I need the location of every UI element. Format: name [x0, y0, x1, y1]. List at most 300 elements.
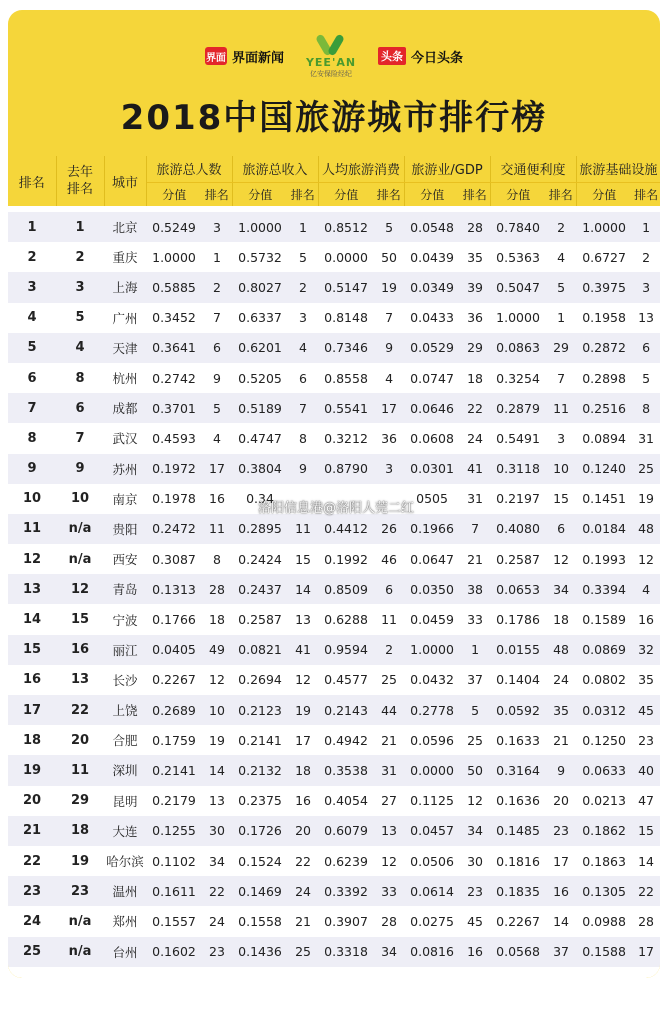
sub-rank-cell: 5	[374, 212, 404, 242]
rank-cell: 1	[8, 212, 56, 242]
score-cell: 0.5249	[146, 212, 202, 242]
city-cell: 长沙	[104, 665, 146, 695]
score-cell: 0.1978	[146, 484, 202, 514]
sub-rank-cell: 18	[288, 755, 318, 785]
score-cell: 0.2141	[232, 725, 288, 755]
score-cell: 0.0548	[404, 212, 460, 242]
score-cell: 0.2895	[232, 514, 288, 544]
score-cell: 0.1992	[318, 544, 374, 574]
score-cell: 0.1966	[404, 514, 460, 544]
last-year-rank-cell: 5	[56, 303, 104, 333]
sub-rank-cell: 25	[460, 725, 490, 755]
table-row	[8, 212, 660, 242]
score-cell: 0.1305	[576, 876, 632, 906]
sub-rank-cell: 22	[460, 393, 490, 423]
rank-cell: 10	[8, 484, 56, 514]
score-cell: 0.1558	[232, 906, 288, 936]
score-cell: 0.1766	[146, 604, 202, 634]
sub-rank-cell: 47	[632, 786, 660, 816]
sub-rank-cell: 5	[546, 272, 576, 302]
city-cell: 西安	[104, 544, 146, 574]
sub-rank-cell: 10	[202, 695, 232, 725]
rank-cell: 23	[8, 876, 56, 906]
city-cell: 台州	[104, 937, 146, 967]
city-cell: 昆明	[104, 786, 146, 816]
sub-rank-cell: 9	[374, 333, 404, 363]
sub-rank-cell: 9	[546, 755, 576, 785]
score-cell: 0.0869	[576, 635, 632, 665]
score-cell: 0.0633	[576, 755, 632, 785]
city-cell: 广州	[104, 303, 146, 333]
sub-rank-cell: 17	[374, 393, 404, 423]
score-cell: 0.0301	[404, 454, 460, 484]
score-cell: 0.0592	[490, 695, 546, 725]
sub-rank-cell: 13	[202, 786, 232, 816]
score-cell: 0.0863	[490, 333, 546, 363]
table-row	[8, 937, 660, 967]
score-cell: 0.8512	[318, 212, 374, 242]
subheader-score: 分值	[490, 182, 546, 206]
score-cell: 0.5491	[490, 423, 546, 453]
score-cell: 0.1102	[146, 846, 202, 876]
score-cell: 0.6337	[232, 303, 288, 333]
sub-rank-cell: 24	[202, 906, 232, 936]
rank-cell: 5	[8, 333, 56, 363]
sub-rank-cell: 23	[460, 876, 490, 906]
score-cell: 0.1469	[232, 876, 288, 906]
score-cell: 0.0000	[404, 755, 460, 785]
sub-rank-cell: 22	[202, 876, 232, 906]
score-cell: 0.3392	[318, 876, 374, 906]
rank-cell: 14	[8, 604, 56, 634]
sub-rank-cell: 4	[288, 333, 318, 363]
yeean-logo	[306, 34, 356, 79]
sub-rank-cell: 16	[546, 876, 576, 906]
sub-rank-cell: 15	[632, 816, 660, 846]
rank-cell: 2	[8, 242, 56, 272]
score-cell: 0.8509	[318, 574, 374, 604]
table-row	[8, 846, 660, 876]
sub-rank-cell: 14	[632, 846, 660, 876]
rank-cell: 17	[8, 695, 56, 725]
sub-rank-cell: 11	[546, 393, 576, 423]
page-title: 2018中国旅游城市排行榜	[120, 98, 548, 138]
score-cell: 0.2132	[232, 755, 288, 785]
header-group-transport: 交通便利度	[490, 156, 576, 182]
yeean-logo-subtext: 亿安保险经纪	[310, 69, 352, 78]
sub-rank-cell: 30	[202, 816, 232, 846]
score-cell: 0.2872	[576, 333, 632, 363]
rank-cell: 3	[8, 272, 56, 302]
sub-rank-cell: 9	[202, 363, 232, 393]
last-year-rank-cell: n/a	[56, 937, 104, 967]
score-cell: 0.2267	[490, 906, 546, 936]
score-cell: 0.3118	[490, 454, 546, 484]
score-cell: 0.1611	[146, 876, 202, 906]
score-cell: 0.2267	[146, 665, 202, 695]
sub-rank-cell: 7	[202, 303, 232, 333]
sub-rank-cell: 8	[632, 393, 660, 423]
sub-rank-cell: 5	[460, 695, 490, 725]
last-year-rank-cell: 19	[56, 846, 104, 876]
sub-rank-cell: 24	[546, 665, 576, 695]
sub-rank-cell: 5	[632, 363, 660, 393]
score-cell: 0.1451	[576, 484, 632, 514]
sub-rank-cell: 35	[546, 695, 576, 725]
city-cell: 武汉	[104, 423, 146, 453]
sub-rank-cell: 18	[460, 363, 490, 393]
score-cell: 0.4593	[146, 423, 202, 453]
sub-rank-cell: 36	[460, 303, 490, 333]
score-cell: 0.3804	[232, 454, 288, 484]
sub-rank-cell: 2	[374, 635, 404, 665]
city-cell: 成都	[104, 393, 146, 423]
score-cell: 0.1557	[146, 906, 202, 936]
rank-cell: 4	[8, 303, 56, 333]
sub-rank-cell: 7	[460, 514, 490, 544]
table-row	[8, 635, 660, 665]
score-cell: 0.1862	[576, 816, 632, 846]
header-group-gdp-share: 旅游业/GDP	[404, 156, 490, 182]
score-cell: 0.0614	[404, 876, 460, 906]
score-cell: 0.2778	[404, 695, 460, 725]
score-cell: 0.6727	[576, 242, 632, 272]
toutiao-logo-text: 今日头条	[411, 50, 464, 66]
sub-rank-cell: 5	[288, 242, 318, 272]
city-cell: 郑州	[104, 906, 146, 936]
header-group-visitors: 旅游总人数	[146, 156, 232, 182]
sub-rank-cell: 14	[546, 906, 576, 936]
sub-rank-cell: 24	[460, 423, 490, 453]
sub-rank-cell: 14	[202, 755, 232, 785]
sub-rank-cell: 1	[288, 212, 318, 242]
score-cell: 0.2123	[232, 695, 288, 725]
rank-cell: 9	[8, 454, 56, 484]
sub-rank-cell: 17	[632, 937, 660, 967]
sub-rank-cell: 38	[460, 574, 490, 604]
score-cell: 0.0802	[576, 665, 632, 695]
sub-rank-cell: 48	[632, 514, 660, 544]
table-row	[8, 242, 660, 272]
city-cell: 北京	[104, 212, 146, 242]
last-year-rank-cell: 9	[56, 454, 104, 484]
score-cell: 0.0646	[404, 393, 460, 423]
table-row	[8, 423, 660, 453]
score-cell: 0.3452	[146, 303, 202, 333]
sub-rank-cell: 13	[288, 604, 318, 634]
score-cell: 0.3164	[490, 755, 546, 785]
sub-rank-cell: 18	[202, 604, 232, 634]
score-cell: 0.2587	[232, 604, 288, 634]
score-cell: 0.1404	[490, 665, 546, 695]
sub-rank-cell: 4	[632, 574, 660, 604]
last-year-rank-cell: 18	[56, 816, 104, 846]
score-cell: 0.2141	[146, 755, 202, 785]
score-cell: 0.4054	[318, 786, 374, 816]
toutiao-logo	[378, 47, 463, 66]
city-cell: 南京	[104, 484, 146, 514]
sub-rank-cell: 23	[202, 937, 232, 967]
sub-rank-cell: 49	[202, 635, 232, 665]
sub-rank-cell: 28	[632, 906, 660, 936]
sub-rank-cell: 28	[202, 574, 232, 604]
score-cell: 0.1240	[576, 454, 632, 484]
sub-rank-cell: 31	[632, 423, 660, 453]
rank-cell: 24	[8, 906, 56, 936]
score-cell: 0.2516	[576, 393, 632, 423]
sub-rank-cell: 4	[374, 363, 404, 393]
header-last-year-rank: 去年排名	[56, 156, 104, 206]
score-cell: 0.3907	[318, 906, 374, 936]
sub-rank-cell: 12	[460, 786, 490, 816]
score-cell: 0.0568	[490, 937, 546, 967]
sub-rank-cell: 11	[288, 514, 318, 544]
city-cell: 上海	[104, 272, 146, 302]
score-cell: 0.3701	[146, 393, 202, 423]
score-cell: 0.3975	[576, 272, 632, 302]
score-cell: 0.2694	[232, 665, 288, 695]
score-cell: 0.3254	[490, 363, 546, 393]
score-cell: 0.1816	[490, 846, 546, 876]
last-year-rank-cell: n/a	[56, 544, 104, 574]
sub-rank-cell: 7	[288, 393, 318, 423]
last-year-rank-cell: 8	[56, 363, 104, 393]
city-cell: 丽江	[104, 635, 146, 665]
score-cell: 0.3087	[146, 544, 202, 574]
yeean-leaf-icon	[314, 34, 348, 56]
sub-rank-cell: 34	[546, 574, 576, 604]
score-cell: 0.7840	[490, 212, 546, 242]
sub-rank-cell: 41	[460, 454, 490, 484]
score-cell: 0.1993	[576, 544, 632, 574]
sub-rank-cell: 12	[374, 846, 404, 876]
city-cell: 大连	[104, 816, 146, 846]
score-cell: 0.1602	[146, 937, 202, 967]
score-cell: 0.0439	[404, 242, 460, 272]
sub-rank-cell: 11	[202, 514, 232, 544]
score-cell: 0.0647	[404, 544, 460, 574]
score-cell: 0.3394	[576, 574, 632, 604]
sub-rank-cell: 44	[374, 695, 404, 725]
last-year-rank-cell: n/a	[56, 906, 104, 936]
city-cell: 贵阳	[104, 514, 146, 544]
sub-rank-cell: 21	[546, 725, 576, 755]
sub-rank-cell: 2	[546, 212, 576, 242]
sub-rank-cell: 10	[546, 454, 576, 484]
sub-rank-cell: 17	[546, 846, 576, 876]
rank-cell: 12	[8, 544, 56, 574]
sub-rank-cell: 50	[460, 755, 490, 785]
sub-rank-cell: 31	[374, 755, 404, 785]
sub-rank-cell: 24	[288, 876, 318, 906]
sub-rank-cell: 50	[374, 242, 404, 272]
sub-rank-cell: 1	[546, 303, 576, 333]
score-cell: 1.0000	[576, 212, 632, 242]
last-year-rank-cell: n/a	[56, 514, 104, 544]
header-city: 城市	[104, 156, 146, 206]
sub-rank-cell: 8	[202, 544, 232, 574]
score-cell: 0.2437	[232, 574, 288, 604]
sub-rank-cell: 16	[460, 937, 490, 967]
table-row	[8, 786, 660, 816]
table-row	[8, 333, 660, 363]
score-cell: 0.0405	[146, 635, 202, 665]
score-cell: 0.1485	[490, 816, 546, 846]
table-row	[8, 695, 660, 725]
score-cell: 1.0000	[490, 303, 546, 333]
sub-rank-cell: 27	[374, 786, 404, 816]
table-row	[8, 393, 660, 423]
sub-rank-cell: 17	[288, 725, 318, 755]
last-year-rank-cell: 3	[56, 272, 104, 302]
last-year-rank-cell: 16	[56, 635, 104, 665]
subheader-rank: 排名	[632, 182, 660, 206]
sub-rank-cell: 32	[632, 635, 660, 665]
jiemian-logo-icon: 界面	[205, 47, 227, 65]
city-cell: 苏州	[104, 454, 146, 484]
rank-cell: 21	[8, 816, 56, 846]
yeean-logo-text: YEE'AN	[305, 55, 357, 69]
table-row	[8, 816, 660, 846]
score-cell: 0.4080	[490, 514, 546, 544]
score-cell: 0.6288	[318, 604, 374, 634]
watermark: 洛阳信息港@洛阳人莞二红	[258, 501, 415, 516]
last-year-rank-cell: 23	[56, 876, 104, 906]
score-cell: 0.0000	[318, 242, 374, 272]
last-year-rank-cell: 4	[56, 333, 104, 363]
score-cell: 0.5885	[146, 272, 202, 302]
score-cell: 0.6079	[318, 816, 374, 846]
score-cell: 0.2587	[490, 544, 546, 574]
score-cell: 0.4577	[318, 665, 374, 695]
table-row	[8, 906, 660, 936]
score-cell: 0.1524	[232, 846, 288, 876]
score-cell: 0.0184	[576, 514, 632, 544]
sub-rank-cell: 7	[374, 303, 404, 333]
rank-cell: 25	[8, 937, 56, 967]
score-cell: 0.8790	[318, 454, 374, 484]
score-cell: 0.2742	[146, 363, 202, 393]
table-row	[8, 755, 660, 785]
score-cell: 0.1835	[490, 876, 546, 906]
score-cell: 0.3212	[318, 423, 374, 453]
city-cell: 宁波	[104, 604, 146, 634]
last-year-rank-cell: 6	[56, 393, 104, 423]
sub-rank-cell: 4	[202, 423, 232, 453]
sub-rank-cell: 35	[460, 242, 490, 272]
score-cell: 0.0608	[404, 423, 460, 453]
table-row	[8, 725, 660, 755]
table-row	[8, 514, 660, 544]
score-cell: 0.0821	[232, 635, 288, 665]
sub-rank-cell: 7	[546, 363, 576, 393]
score-cell: 0.1125	[404, 786, 460, 816]
score-cell: 0.9594	[318, 635, 374, 665]
last-year-rank-cell: 11	[56, 755, 104, 785]
sub-rank-cell: 14	[288, 574, 318, 604]
last-year-rank-cell: 20	[56, 725, 104, 755]
score-cell: 0.1636	[490, 786, 546, 816]
last-year-rank-cell: 15	[56, 604, 104, 634]
table-row	[8, 363, 660, 393]
score-cell: 0.1972	[146, 454, 202, 484]
sub-rank-cell: 30	[460, 846, 490, 876]
rank-cell: 19	[8, 755, 56, 785]
score-cell: 0.1436	[232, 937, 288, 967]
last-year-rank-cell: 12	[56, 574, 104, 604]
score-cell: 0.1726	[232, 816, 288, 846]
sub-rank-cell: 34	[202, 846, 232, 876]
sub-rank-cell: 13	[374, 816, 404, 846]
sub-rank-cell: 6	[202, 333, 232, 363]
score-cell: 0.4747	[232, 423, 288, 453]
score-cell: 0.2197	[490, 484, 546, 514]
sub-rank-cell: 13	[632, 303, 660, 333]
score-cell: 0.2179	[146, 786, 202, 816]
score-cell: 0.0432	[404, 665, 460, 695]
score-cell: 0505	[404, 484, 460, 514]
table-row	[8, 303, 660, 333]
sub-rank-cell: 39	[460, 272, 490, 302]
rank-cell: 11	[8, 514, 56, 544]
sub-rank-cell: 26	[374, 514, 404, 544]
sub-rank-cell: 3	[632, 272, 660, 302]
sub-rank-cell: 28	[460, 212, 490, 242]
toutiao-logo-icon: 头条	[378, 47, 406, 65]
score-cell: 0.0155	[490, 635, 546, 665]
score-cell: 0.0747	[404, 363, 460, 393]
sub-rank-cell: 31	[460, 484, 490, 514]
score-cell: 0.5205	[232, 363, 288, 393]
ranking-table	[8, 156, 660, 967]
sub-rank-cell: 21	[460, 544, 490, 574]
sub-rank-cell: 29	[546, 333, 576, 363]
subheader-rank: 排名	[288, 182, 318, 206]
last-year-rank-cell: 7	[56, 423, 104, 453]
sub-rank-cell: 18	[546, 604, 576, 634]
table-row	[8, 272, 660, 302]
table-row	[8, 454, 660, 484]
score-cell: 0.1759	[146, 725, 202, 755]
table-row	[8, 604, 660, 634]
sub-rank-cell: 2	[202, 272, 232, 302]
sub-rank-cell: 21	[374, 725, 404, 755]
sub-rank-cell: 16	[632, 604, 660, 634]
sub-rank-cell: 15	[288, 544, 318, 574]
sub-rank-cell: 22	[632, 876, 660, 906]
score-cell: 0.2898	[576, 363, 632, 393]
header-group-per-capita: 人均旅游消费	[318, 156, 404, 182]
subheader-score: 分值	[404, 182, 460, 206]
sub-rank-cell: 33	[374, 876, 404, 906]
sub-rank-cell: 4	[546, 242, 576, 272]
header-group-revenue: 旅游总收入	[232, 156, 318, 182]
rank-cell: 6	[8, 363, 56, 393]
sub-rank-cell: 6	[288, 363, 318, 393]
sub-rank-cell: 2	[632, 242, 660, 272]
sub-rank-cell: 11	[374, 604, 404, 634]
last-year-rank-cell: 1	[56, 212, 104, 242]
score-cell: 0.2424	[232, 544, 288, 574]
score-cell: 0.1958	[576, 303, 632, 333]
score-cell: 0.0433	[404, 303, 460, 333]
jiemian-logo	[205, 47, 284, 66]
score-cell: 0.1588	[576, 937, 632, 967]
subheader-score: 分值	[576, 182, 632, 206]
sub-rank-cell: 12	[632, 544, 660, 574]
table-row	[8, 574, 660, 604]
sub-rank-cell: 5	[202, 393, 232, 423]
